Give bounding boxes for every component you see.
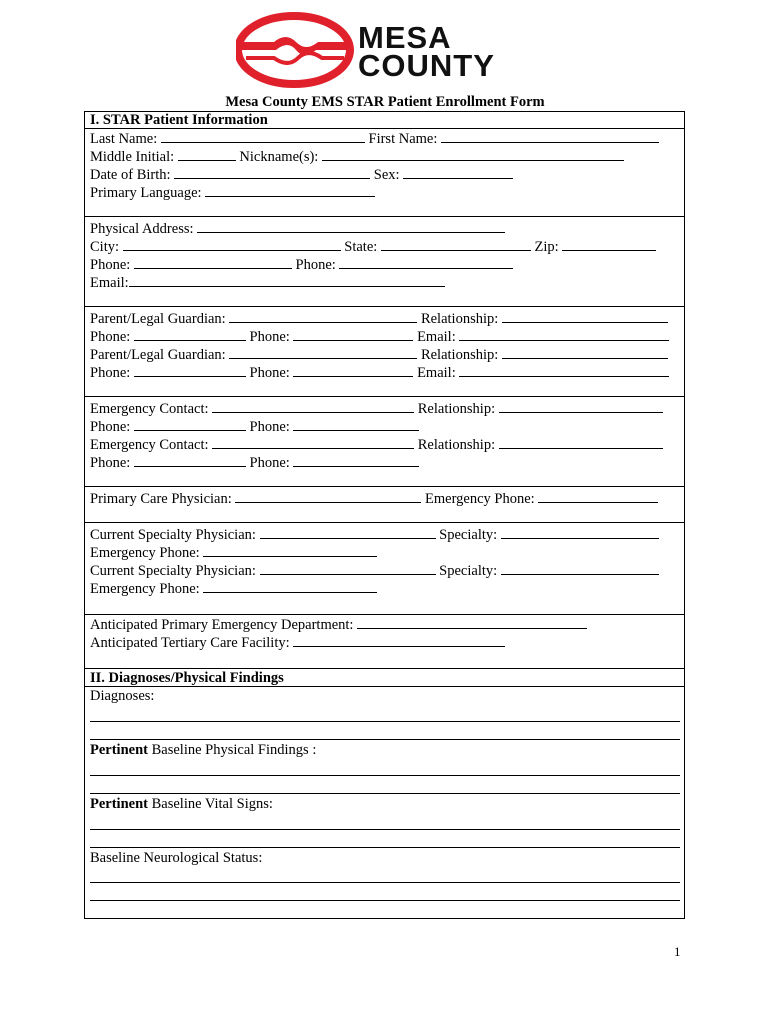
- section-divider: [84, 668, 685, 669]
- zip-label: Zip:: [534, 239, 559, 255]
- nicknames-label: Nickname(s):: [239, 149, 319, 165]
- first-name-label: First Name:: [368, 131, 438, 147]
- specialty-physician-label: Current Specialty Physician:: [90, 527, 256, 543]
- last-name-field[interactable]: [161, 130, 365, 143]
- specialty-physician-label: Current Specialty Physician:: [90, 563, 256, 579]
- address-field[interactable]: [197, 220, 505, 233]
- specialty-physician-field[interactable]: [260, 526, 436, 539]
- phone-field[interactable]: [339, 256, 513, 269]
- diagnoses-label: Diagnoses:: [90, 688, 155, 704]
- findings-line[interactable]: [90, 775, 680, 776]
- phone-label: Phone:: [90, 257, 131, 273]
- emergency-contact-label: Emergency Contact:: [90, 401, 209, 417]
- emergency-phone-label: Emergency Phone:: [425, 491, 535, 507]
- specialty-field[interactable]: [501, 562, 659, 575]
- row-emergency2: [90, 436, 663, 454]
- sex-label: Sex:: [373, 167, 400, 183]
- relationship-label: Relationship:: [420, 347, 499, 363]
- phone-field[interactable]: [134, 328, 246, 341]
- relationship-field[interactable]: [502, 346, 668, 359]
- emergency-contact-label: Emergency Contact:: [90, 437, 209, 453]
- dob-label: Date of Birth:: [90, 167, 171, 183]
- phone-label: Phone:: [90, 419, 131, 435]
- sex-field[interactable]: [403, 166, 513, 179]
- findings-line[interactable]: [90, 793, 680, 794]
- emergency-phone-label: Emergency Phone:: [90, 581, 200, 597]
- relationship-label: Relationship:: [420, 311, 499, 327]
- logo-text: [358, 20, 495, 83]
- specialty-label: Specialty:: [439, 527, 498, 543]
- row-specialty1: [90, 526, 659, 544]
- first-name-field[interactable]: [441, 130, 659, 143]
- phone-field[interactable]: [293, 418, 419, 431]
- pcp-field[interactable]: [235, 490, 421, 503]
- anticipated-ed-label: Anticipated Primary Emergency Department:: [90, 617, 354, 633]
- phone-label: Phone:: [90, 455, 131, 471]
- row-phones: [90, 256, 513, 274]
- phone-label: Phone:: [249, 365, 290, 381]
- logo-mark-icon: [236, 12, 356, 88]
- row-guardian2-contact: [90, 364, 669, 382]
- neuro-line[interactable]: [90, 900, 680, 901]
- phone-field[interactable]: [134, 256, 292, 269]
- zip-field[interactable]: [562, 238, 656, 251]
- section-divider: [84, 396, 685, 397]
- phone-field[interactable]: [293, 328, 413, 341]
- diagnoses-line[interactable]: [90, 721, 680, 722]
- city-label: City:: [90, 239, 120, 255]
- row-emergency1: [90, 400, 663, 418]
- emergency-phone-field[interactable]: [203, 580, 377, 593]
- phone-field[interactable]: [293, 364, 413, 377]
- pertinent-label: Pertinent: [90, 796, 148, 812]
- row-specialty2-phone: [90, 580, 377, 598]
- vitals-line[interactable]: [90, 829, 680, 830]
- relationship-field[interactable]: [502, 310, 668, 323]
- last-name-label: Last Name:: [90, 131, 158, 147]
- diagnoses-line[interactable]: [90, 739, 680, 740]
- guardian-field[interactable]: [229, 310, 417, 323]
- nicknames-field[interactable]: [322, 148, 624, 161]
- vitals-text: Baseline Vital Signs:: [147, 796, 273, 812]
- row-guardian1: [90, 310, 668, 328]
- logo-line2: COUNTY: [358, 48, 495, 83]
- findings-text: Baseline Physical Findings :: [147, 742, 317, 758]
- phone-label: Phone:: [249, 329, 290, 345]
- emergency-phone-field[interactable]: [538, 490, 658, 503]
- vitals-label: [90, 796, 273, 813]
- relationship-label: Relationship:: [417, 437, 496, 453]
- phone-label: Phone:: [249, 419, 290, 435]
- section2-heading: II. Diagnoses/Physical Findings: [90, 670, 284, 686]
- dob-field[interactable]: [174, 166, 370, 179]
- phone-label: Phone:: [90, 329, 131, 345]
- email-field[interactable]: [129, 274, 445, 287]
- pertinent-label: Pertinent: [90, 742, 148, 758]
- section-divider: [84, 486, 685, 487]
- row-specialty1-phone: [90, 544, 377, 562]
- row-guardian1-contact: [90, 328, 669, 346]
- row-dob: [90, 166, 513, 184]
- state-field[interactable]: [381, 238, 531, 251]
- middle-initial-label: Middle Initial:: [90, 149, 175, 165]
- row-specialty2: [90, 562, 659, 580]
- row-name: [90, 130, 659, 148]
- phone-field[interactable]: [134, 418, 246, 431]
- section-divider: [84, 614, 685, 615]
- address-label: Physical Address:: [90, 221, 194, 237]
- language-label: Primary Language:: [90, 185, 202, 201]
- relationship-field[interactable]: [499, 400, 663, 413]
- page-number: 1: [674, 944, 681, 959]
- email-field[interactable]: [459, 364, 669, 377]
- email-label: Email:: [417, 329, 456, 345]
- findings-label: [90, 742, 316, 759]
- specialty-field[interactable]: [501, 526, 659, 539]
- specialty-label: Specialty:: [439, 563, 498, 579]
- section-divider: [84, 522, 685, 523]
- logo-line1: MESA: [358, 20, 452, 55]
- neuro-line[interactable]: [90, 882, 680, 883]
- phone-label: Phone:: [90, 365, 131, 381]
- section-divider: [84, 306, 685, 307]
- guardian-field[interactable]: [229, 346, 417, 359]
- form-title: Mesa County EMS STAR Patient Enrollment Form: [225, 94, 545, 110]
- row-emergency1-phones: [90, 418, 419, 436]
- neuro-label: Baseline Neurological Status:: [90, 850, 263, 866]
- relationship-label: Relationship:: [417, 401, 496, 417]
- row-address: [90, 220, 505, 238]
- row-pcp: [90, 490, 658, 508]
- city-field[interactable]: [123, 238, 341, 251]
- row-anticipated-tertiary: [90, 634, 505, 652]
- row-city: [90, 238, 656, 256]
- phone-field[interactable]: [134, 364, 246, 377]
- row-language: [90, 184, 375, 202]
- email-label: Email:: [90, 275, 129, 291]
- section-divider: [84, 686, 685, 687]
- email-label: Email:: [417, 365, 456, 381]
- emergency-contact-field[interactable]: [212, 436, 414, 449]
- guardian-label: Parent/Legal Guardian:: [90, 311, 226, 327]
- language-field[interactable]: [205, 184, 375, 197]
- row-email: [90, 274, 445, 292]
- anticipated-tertiary-label: Anticipated Tertiary Care Facility:: [90, 635, 290, 651]
- section1-heading: I. STAR Patient Information: [90, 112, 268, 128]
- anticipated-tertiary-field[interactable]: [293, 634, 505, 647]
- phone-field[interactable]: [134, 454, 246, 467]
- specialty-physician-field[interactable]: [260, 562, 436, 575]
- pcp-label: Primary Care Physician:: [90, 491, 232, 507]
- vitals-line[interactable]: [90, 847, 680, 848]
- anticipated-ed-field[interactable]: [357, 616, 587, 629]
- row-guardian2: [90, 346, 668, 364]
- emergency-phone-field[interactable]: [203, 544, 377, 557]
- phone-label: Phone:: [249, 455, 290, 471]
- state-label: State:: [344, 239, 378, 255]
- row-middle: [90, 148, 624, 166]
- middle-initial-field[interactable]: [178, 148, 236, 161]
- relationship-field[interactable]: [499, 436, 663, 449]
- phone-label: Phone:: [295, 257, 336, 273]
- row-emergency2-phones: [90, 454, 419, 472]
- emergency-contact-field[interactable]: [212, 400, 414, 413]
- guardian-label: Parent/Legal Guardian:: [90, 347, 226, 363]
- email-field[interactable]: [459, 328, 669, 341]
- section-divider: [84, 216, 685, 217]
- row-anticipated-ed: [90, 616, 587, 634]
- emergency-phone-label: Emergency Phone:: [90, 545, 200, 561]
- phone-field[interactable]: [293, 454, 419, 467]
